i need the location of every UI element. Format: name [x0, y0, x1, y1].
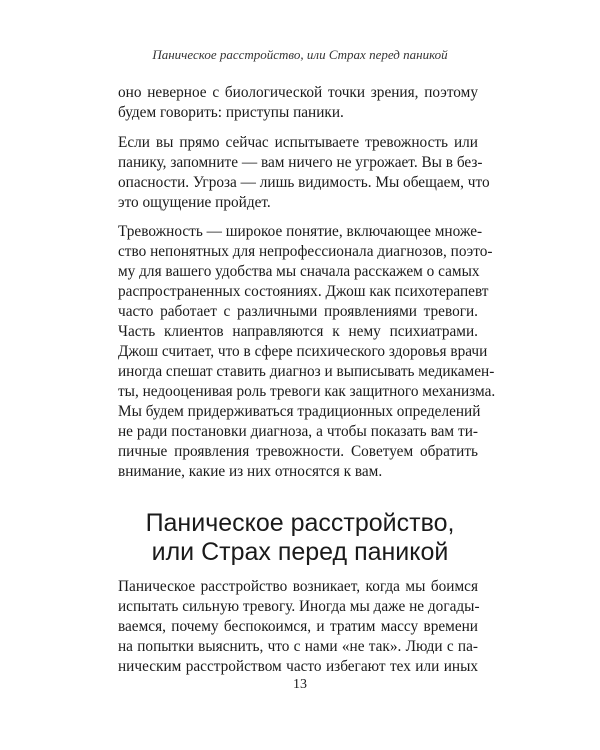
text-line: Джош считает, что в сфере психического здоровья врачи	[118, 343, 488, 360]
text-line: му для вашего удобства мы сначала расскажем о самых	[118, 263, 480, 280]
running-head: Паническое расстройство, или Страх перед паникой	[152, 47, 448, 62]
text-line: часто работает с различными проявлениями тревоги.	[118, 303, 478, 320]
text-line: Часть клиентов направляются к нему психиатрами.	[118, 323, 478, 340]
text-line: пичные проявления тревожности. Советуем обратить	[118, 443, 478, 460]
text-line: на попытки выяснить, что с нами «не так». Люди с па-	[118, 638, 478, 655]
text-line: панику, запомните — вам ничего не угрожает. Вы в без-	[118, 154, 483, 171]
section-heading-line-1: Паническое расстройство,	[145, 509, 455, 537]
page-number: 13	[293, 677, 307, 692]
text-line: будем говорить: приступы паники.	[118, 104, 344, 121]
text-line: Если вы прямо сейчас испытываете тревожность или	[118, 134, 478, 151]
text-line: ты, недооценивая роль тревоги как защитного механизма.	[118, 383, 496, 400]
text-line: ническим расстройством часто избегают тех или иных	[118, 658, 478, 675]
text-line: это ощущение пройдет.	[118, 194, 271, 211]
text-line: ство непонятных для непрофессионала диагнозов, поэто-	[118, 243, 493, 260]
text-line: оно неверное с биологической точки зрения, поэтому	[118, 84, 478, 101]
text-line: распространенных состояниях. Джош как психотерапевт	[118, 283, 489, 300]
section-heading-line-2: или Страх перед паникой	[151, 538, 449, 566]
text-line: испытать сильную тревогу. Иногда мы даже не догады-	[118, 598, 480, 615]
text-line: внимание, какие из них относятся к вам.	[118, 463, 383, 480]
text-line: Тревожность — широкое понятие, включающее множе-	[118, 223, 483, 240]
text-line: ваемся, почему беспокоимся, и тратим массу времени	[118, 618, 478, 635]
text-line: Паническое расстройство возникает, когда мы боимся	[118, 578, 478, 595]
text-line: не ради постановки диагноза, а чтобы показать вам ти-	[118, 423, 478, 440]
text-line: Мы будем придерживаться традиционных определений	[118, 403, 481, 420]
text-line: иногда спешат ставить диагноз и выписывать медикамен-	[118, 363, 495, 380]
text-line: опасности. Угроза — лишь видимость. Мы обещаем, что	[118, 174, 490, 191]
